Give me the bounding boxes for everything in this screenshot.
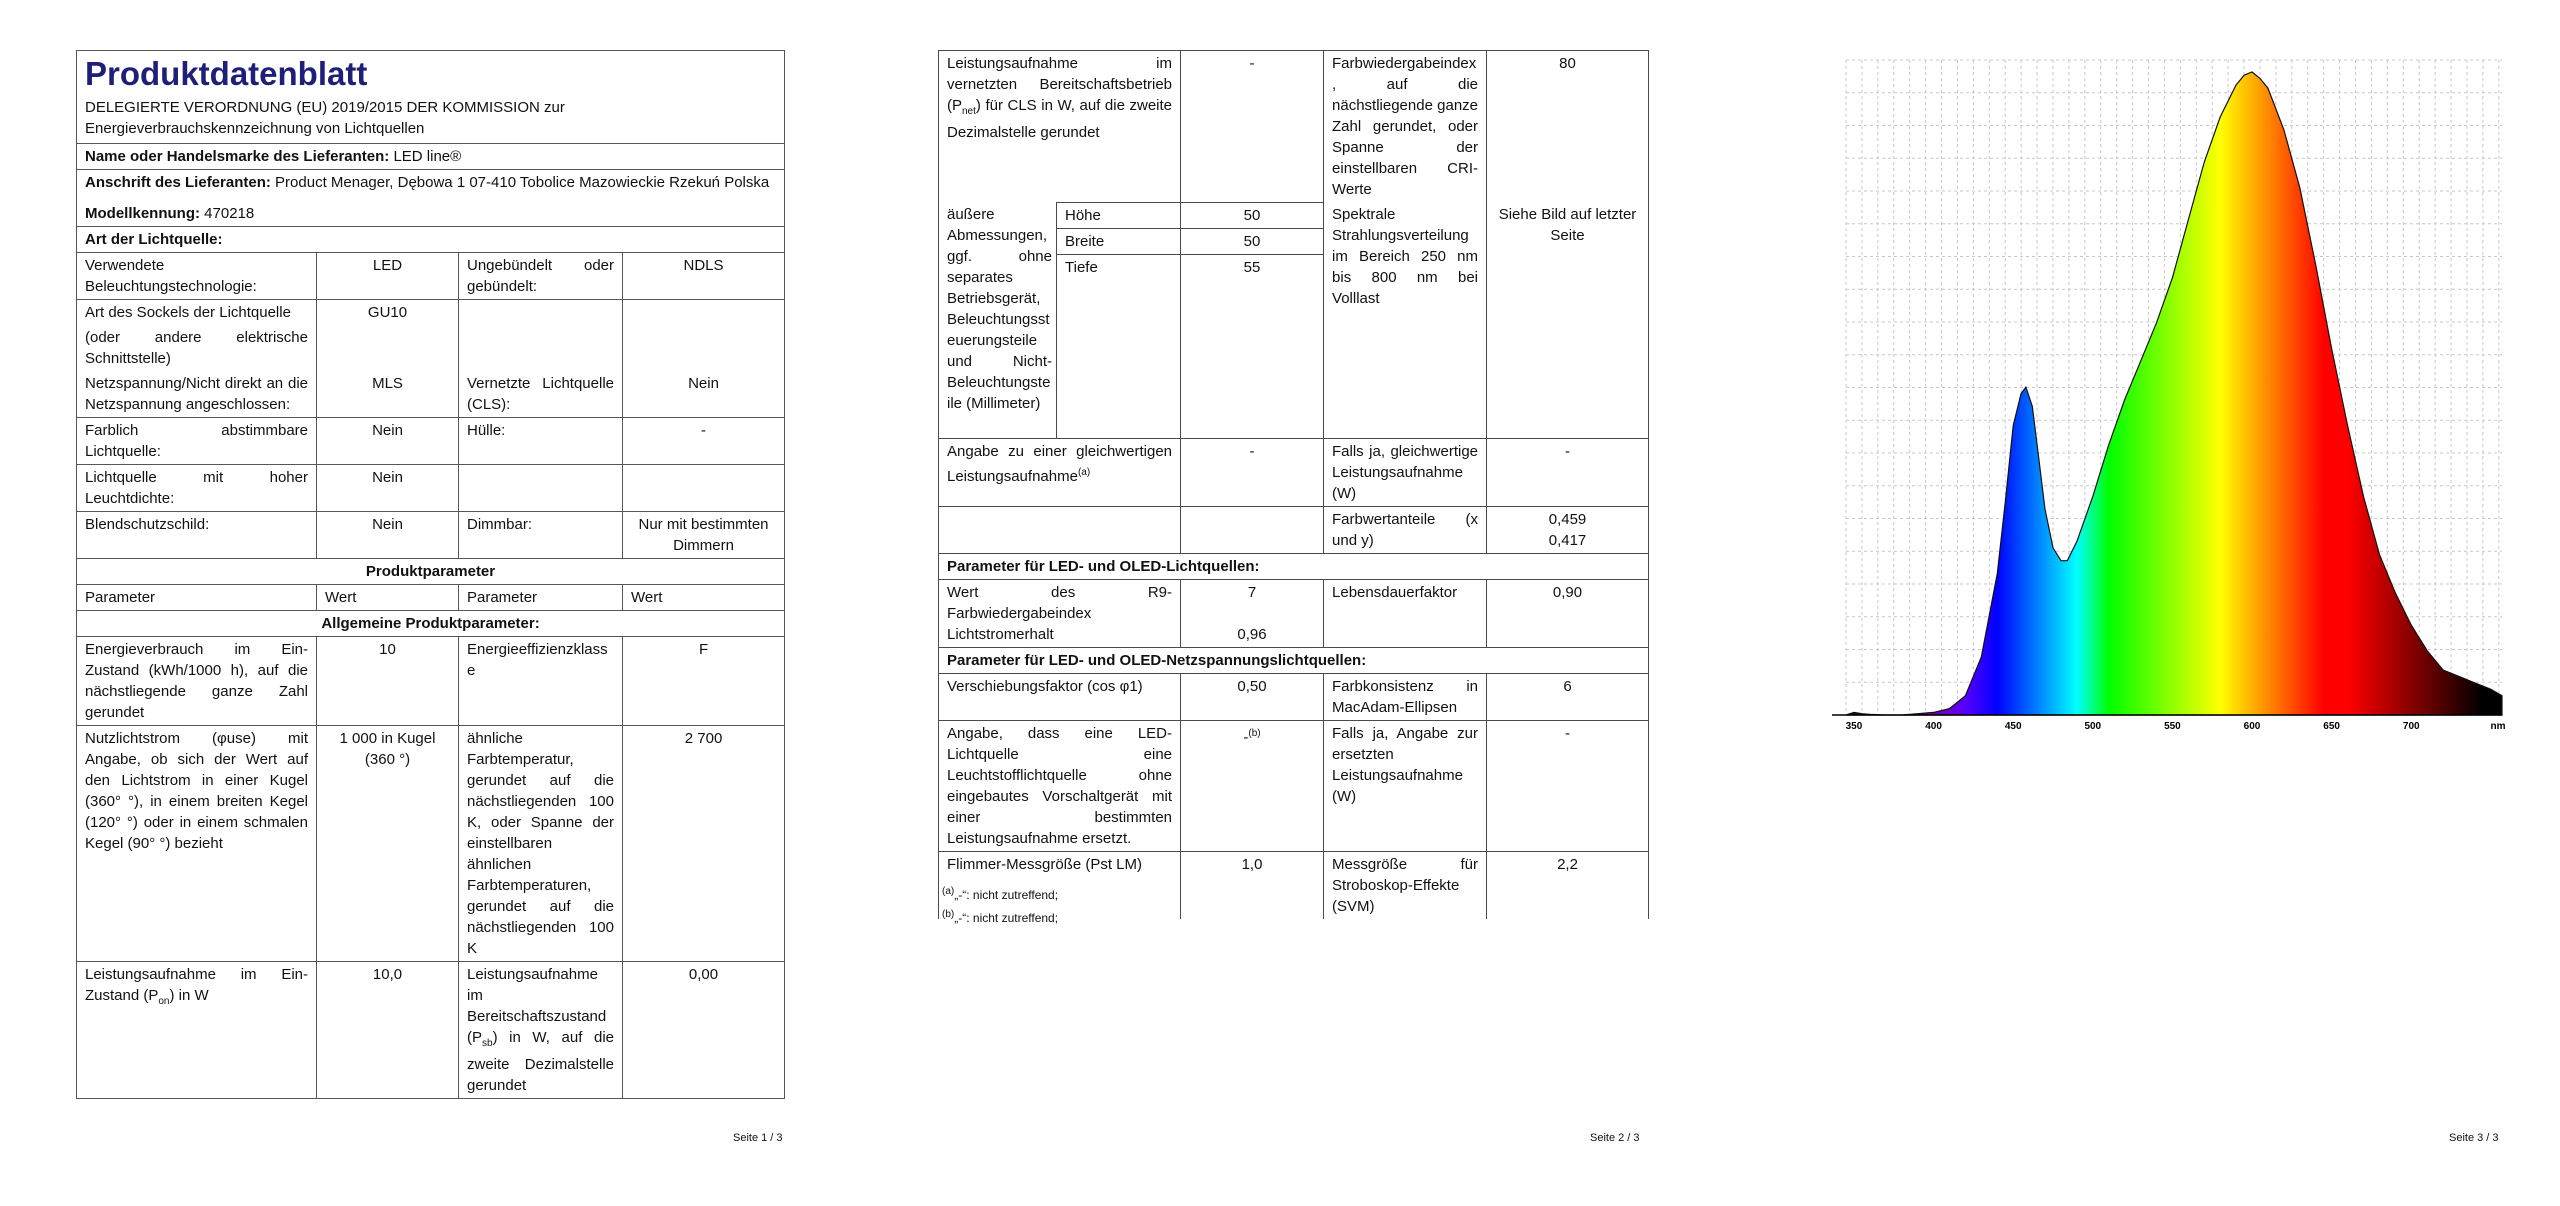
product-datasheet-table-2	[938, 50, 1649, 919]
networked-standby-value: -	[1181, 51, 1324, 203]
chromaticity-value	[1487, 506, 1649, 553]
supplier-address: Product Menager, Dębowa 1 07-410 Tobolice Mazowieckie Rzekuń Polska	[275, 174, 770, 191]
x-tick-label: 500	[2084, 721, 2102, 732]
light-source-type-header: Art der Lichtquelle:	[77, 227, 785, 253]
col-header-parameter-2: Parameter	[459, 585, 623, 611]
luminous-flux-label: Nutzlichtstrom (φuse) mit Angabe, ob sich der Wert auf den Lichtstrom in einer Kugel (360° °), in einem breiten Kegel (120° °) oder in einem schmalen Kegel (90° °) bezieht	[77, 726, 317, 962]
x-tick-label: 700	[2402, 721, 2420, 732]
glare-shield-label: Blendschutzschild:	[77, 512, 317, 559]
mains-params-header: Parameter für LED- und OLED-Netzspannungslichtquellen:	[939, 647, 1649, 673]
stroboscopic-label: Messgröße für Stroboskop-Effekte (SVM)	[1324, 851, 1487, 919]
replacement-value: -$^{(b)}$	[1181, 720, 1324, 851]
efficiency-class-value: F	[623, 637, 785, 726]
networked-standby-label: Leistungsaufnahme im vernetzten Bereitschaftsbetrieb $(P_{net})$ für CLS in W, auf die zweite Dezimalstelle gerundet	[939, 51, 1181, 203]
dim-width-value: 50	[1181, 228, 1324, 254]
cls-value: Nein	[688, 375, 719, 392]
supplier-name-row	[77, 144, 785, 170]
dimmable-value: Nur mit bestimmten Dimmern	[623, 512, 785, 559]
directional-label: Ungebündelt oder gebündelt:	[459, 253, 623, 300]
replacement-power-value: -	[1487, 720, 1649, 851]
tunable-label: Farblich abstimmbare Lichtquelle:	[77, 418, 317, 465]
energy-consumption-value: 10	[317, 637, 459, 726]
chromaticity-y: 0,417	[1548, 531, 1587, 549]
model-label: Modellkennung:	[85, 205, 200, 222]
supplier-name: LED line®	[393, 148, 462, 165]
product-params-header: Produktparameter	[77, 559, 785, 585]
x-tick-label: 450	[2004, 721, 2022, 732]
dim-height-value: 50	[1181, 202, 1324, 228]
dimensions-label: äußere Abmessungen, ggf. ohne separates Betriebsgerät, Beleuchtungssteuerungsteile und Nicht-Beleuchtungsteile (Millimeter)	[939, 202, 1057, 438]
empty-cell	[459, 465, 623, 512]
spectral-value: Siehe Bild auf letzter Seite	[1487, 202, 1649, 438]
mains-label: Netzspannung/Nicht direkt an die Netzspannung angeschlossen:	[85, 375, 308, 413]
standby-power-label: Leistungsaufnahme im Bereitschaftszustand $(P_{sb})$ in W, auf die zweite Dezimalstelle gerundet	[459, 962, 623, 1099]
equivalent-power-label: Angabe zu einer gleichwertigen Leistungsaufnahme$^{(a)}$	[939, 438, 1181, 506]
general-params-header: Allgemeine Produktparameter:	[77, 611, 785, 637]
socket-label-cell	[77, 300, 317, 418]
r9-maintenance-value-cell	[1181, 579, 1324, 647]
socket-value: GU10	[367, 304, 408, 321]
x-tick-label: 600	[2243, 721, 2261, 732]
footnote-b: $^{(b)}$„-“: nicht zutreffend;	[942, 909, 1059, 925]
socket-label-note: (oder andere elektrische Schnittstelle)	[85, 329, 308, 367]
dim-height-label: Höhe	[1057, 202, 1181, 228]
page-3	[1800, 0, 2520, 1206]
page-1	[76, 0, 796, 1206]
dimmable-label: Dimmbar:	[459, 512, 623, 559]
displacement-label: Verschiebungsfaktor (cos φ1)	[939, 673, 1181, 720]
col-header-parameter: Parameter	[77, 585, 317, 611]
replacement-power-label: Falls ja, Angabe zur ersetzten Leistungsaufnahme (W)	[1324, 720, 1487, 851]
col-header-value-2: Wert	[623, 585, 785, 611]
cls-label: Vernetzte Lichtquelle (CLS):	[467, 375, 614, 413]
luminous-flux-value: 1 000 in Kugel (360 °)	[317, 726, 459, 962]
page-2	[938, 0, 1658, 1206]
envelope-value: -	[623, 418, 785, 465]
page-number: Seite 2 / 3	[1590, 1132, 1640, 1144]
glare-shield-value: Nein	[317, 512, 459, 559]
cls-label-cell	[459, 300, 623, 418]
x-axis-unit: nm	[2490, 721, 2506, 732]
lumen-maintenance-label: Lichtstromerhalt	[947, 625, 1054, 643]
cct-value: 2 700	[623, 726, 785, 962]
x-tick-label: 400	[1925, 721, 1942, 732]
equivalent-power-value: -	[1181, 438, 1324, 506]
dim-depth-label: Tiefe	[1057, 254, 1181, 438]
empty-cell	[1181, 506, 1324, 553]
cri-label: Farbwiedergabeindex, auf die nächstliegende ganze Zahl gerundet, oder Spanne der einstellbaren CRI-Werte	[1324, 51, 1487, 203]
r9-maintenance-label-cell	[939, 579, 1181, 647]
standby-power-value: 0,00	[623, 962, 785, 1099]
tech-label: Verwendete Beleuchtungstechnologie:	[77, 253, 317, 300]
supplier-name-label: Name oder Handelsmarke des Lieferanten:	[85, 148, 390, 165]
directional-value: NDLS	[623, 253, 785, 300]
dim-width-label: Breite	[1057, 228, 1181, 254]
envelope-label: Hülle:	[459, 418, 623, 465]
energy-consumption-label: Energieverbrauch im Ein-Zustand (kWh/1000 h), auf die nächstliegende ganze Zahl gerundet	[77, 637, 317, 726]
page-number: Seite 3 / 3	[2449, 1132, 2499, 1144]
x-tick-label: 550	[2164, 721, 2181, 732]
socket-value-cell	[317, 300, 459, 418]
spectral-distribution-chart	[1830, 50, 2510, 740]
tech-value: LED	[317, 253, 459, 300]
color-consistency-value: 6	[1487, 673, 1649, 720]
x-tick-label: 350	[1845, 721, 1863, 732]
spectral-label: Spektrale Strahlungsverteilung im Bereich 250 nm bis 800 nm bei Volllast	[1324, 202, 1487, 438]
efficiency-class-label: Energieeffizienzklasse	[459, 637, 623, 726]
stroboscopic-value: 2,2	[1487, 851, 1649, 919]
cct-label: ähnliche Farbtemperatur, gerundet auf die nächstliegenden 100 K, oder Spanne der einstellbaren ähnlichen Farbtemperaturen, gerundet auf die nächstliegenden 100 K	[459, 726, 623, 962]
flicker-value: 1,0	[1181, 851, 1324, 919]
lumen-maintenance-value: 0,96	[1237, 625, 1267, 643]
supplier-address-label: Anschrift des Lieferanten:	[85, 174, 271, 191]
regulation-subtitle: DELEGIERTE VERORDNUNG (EU) 2019/2015 DER KOMMISSION zur Energieverbrauchskennzeichnung von Lichtquellen	[85, 99, 565, 137]
chromaticity-x: 0,459	[1548, 510, 1587, 528]
equivalent-power-w-value: -	[1487, 438, 1649, 506]
header-cell	[77, 51, 785, 144]
cri-value: 80	[1487, 51, 1649, 203]
empty-cell	[939, 506, 1181, 553]
flicker-label: Flimmer-Messgröße (Pst LM)	[939, 851, 1181, 919]
socket-label: Art des Sockels der Lichtquelle	[85, 304, 291, 321]
r9-value: 7	[1247, 583, 1257, 601]
model-id: 470218	[204, 205, 255, 222]
lifetime-value: 0,90	[1487, 579, 1649, 647]
footnotes	[942, 882, 1058, 928]
on-mode-power-label: Leistungsaufnahme im Ein-Zustand $(P_{on})$ in W	[77, 962, 317, 1099]
led-params-header: Parameter für LED- und OLED-Lichtquellen:	[939, 553, 1649, 579]
cls-value-cell	[623, 300, 785, 418]
page-title: Produktdatenblatt	[85, 55, 368, 92]
color-consistency-label: Farbkonsistenz in MacAdam-Ellipsen	[1324, 673, 1487, 720]
product-datasheet-table-1	[76, 50, 785, 1099]
supplier-address-row	[77, 170, 785, 227]
mains-value: MLS	[372, 375, 403, 392]
col-header-value: Wert	[317, 585, 459, 611]
chromaticity-label: Farbwertanteile (x und y)	[1324, 506, 1487, 553]
displacement-value: 0,50	[1181, 673, 1324, 720]
high-luminance-label: Lichtquelle mit hoher Leuchtdichte:	[77, 465, 317, 512]
x-tick-label: 650	[2323, 721, 2340, 732]
footnote-a: $^{(a)}$„-“: nicht zutreffend;	[942, 886, 1059, 902]
replacement-label: Angabe, dass eine LED-Lichtquelle eine Leuchtstofflichtquelle ohne eingebautes Vorschaltgerät mit einer bestimmten Leistungsaufnahme ersetzt.	[939, 720, 1181, 851]
r9-label: Wert des R9-Farbwiedergabeindex	[947, 583, 1173, 622]
high-luminance-value: Nein	[317, 465, 459, 512]
on-mode-power-value: 10,0	[317, 962, 459, 1099]
lifetime-label: Lebensdauerfaktor	[1324, 579, 1487, 647]
tunable-value: Nein	[317, 418, 459, 465]
page-number: Seite 1 / 3	[733, 1132, 783, 1144]
equivalent-power-w-label: Falls ja, gleichwertige Leistungsaufnahme (W)	[1324, 438, 1487, 506]
empty-cell	[623, 465, 785, 512]
dim-depth-value: 55	[1181, 254, 1324, 438]
